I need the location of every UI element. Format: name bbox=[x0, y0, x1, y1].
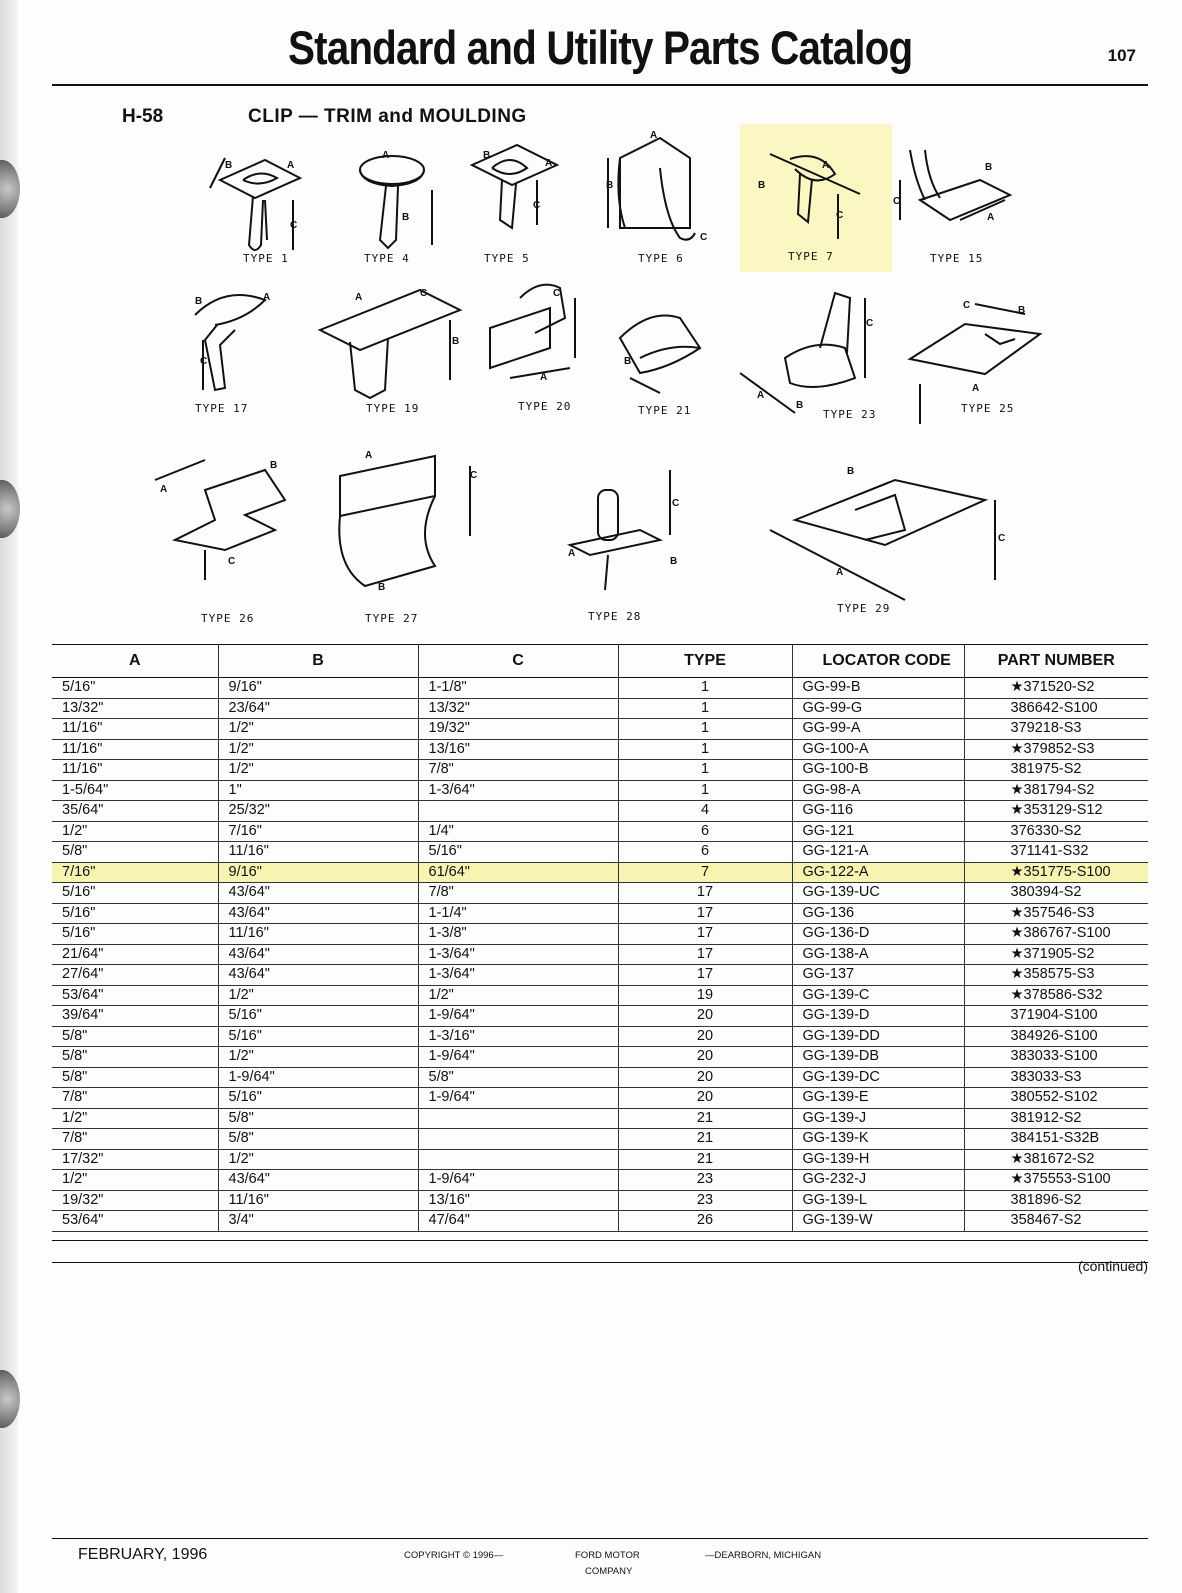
table-row bbox=[52, 1211, 1148, 1232]
dimension-letter-b: B bbox=[624, 356, 632, 367]
cell-locator-code: GG-98-A bbox=[792, 780, 964, 801]
cell-b: 43/64" bbox=[218, 1170, 418, 1191]
dimension-letter-c: C bbox=[290, 220, 298, 231]
type-4-label: TYPE 4 bbox=[364, 252, 410, 265]
cell-c bbox=[418, 1129, 618, 1150]
cell-part-number: ★371905-S2 bbox=[964, 944, 1148, 965]
type-25-label: TYPE 25 bbox=[961, 402, 1015, 415]
table-bottom-rule bbox=[52, 1240, 1148, 1241]
cell-b: 43/64" bbox=[218, 965, 418, 986]
cell-part-number: 383033-S100 bbox=[964, 1047, 1148, 1068]
dimension-letter-b: B bbox=[452, 336, 460, 347]
cell-b: 7/16" bbox=[218, 821, 418, 842]
cell-type: 17 bbox=[618, 903, 792, 924]
cell-c: 13/16" bbox=[418, 739, 618, 760]
table-row bbox=[52, 965, 1148, 986]
type-1-label: TYPE 1 bbox=[243, 252, 289, 265]
cell-a: 1/2" bbox=[52, 1170, 218, 1191]
cell-part-number: 380552-S102 bbox=[964, 1088, 1148, 1109]
cell-locator-code: GG-122-A bbox=[792, 862, 964, 883]
type-20-label: TYPE 20 bbox=[518, 400, 572, 413]
dimension-letter-a: A bbox=[160, 484, 168, 495]
dimension-letter-c: C bbox=[700, 232, 708, 243]
cell-locator-code: GG-139-H bbox=[792, 1149, 964, 1170]
cell-c: 19/32" bbox=[418, 719, 618, 740]
dimension-letter-a: A bbox=[263, 292, 271, 303]
dimension-letter-a: A bbox=[568, 548, 576, 559]
cell-c: 5/8" bbox=[418, 1067, 618, 1088]
cell-c: 7/8" bbox=[418, 883, 618, 904]
table-row bbox=[52, 1190, 1148, 1211]
cell-type: 20 bbox=[618, 1047, 792, 1068]
parts-table bbox=[52, 644, 1148, 1232]
cell-locator-code: GG-121-A bbox=[792, 842, 964, 863]
cell-part-number: ★358575-S3 bbox=[964, 965, 1148, 986]
page-number: 107 bbox=[1107, 46, 1136, 65]
dimension-letter-c: C bbox=[228, 556, 236, 567]
cell-b: 1/2" bbox=[218, 1149, 418, 1170]
cell-part-number: 371904-S100 bbox=[964, 1006, 1148, 1027]
dimension-letter-a: A bbox=[382, 150, 390, 161]
cell-b: 5/16" bbox=[218, 1026, 418, 1047]
cell-locator-code: GG-121 bbox=[792, 821, 964, 842]
cell-a: 5/8" bbox=[52, 1067, 218, 1088]
cell-b: 43/64" bbox=[218, 903, 418, 924]
cell-part-number: ★381672-S2 bbox=[964, 1149, 1148, 1170]
cell-locator-code: GG-139-DB bbox=[792, 1047, 964, 1068]
type-21-label: TYPE 21 bbox=[638, 404, 692, 417]
section-title: CLIP — TRIM and MOULDING bbox=[248, 106, 527, 127]
type-26-label: TYPE 26 bbox=[201, 612, 255, 625]
dimension-letter-c: C bbox=[866, 318, 874, 329]
cell-a: 19/32" bbox=[52, 1190, 218, 1211]
cell-c: 1-9/64" bbox=[418, 1170, 618, 1191]
dimension-letter-b: B bbox=[483, 150, 491, 161]
table-row bbox=[52, 944, 1148, 965]
clip-type-6-illustration bbox=[600, 128, 720, 268]
cell-type: 20 bbox=[618, 1067, 792, 1088]
dimension-letter-c: C bbox=[963, 300, 971, 311]
table-row bbox=[52, 903, 1148, 924]
continued-rule bbox=[52, 1262, 1148, 1263]
table-row bbox=[52, 801, 1148, 822]
cell-b: 43/64" bbox=[218, 944, 418, 965]
cell-part-number: 384926-S100 bbox=[964, 1026, 1148, 1047]
cell-locator-code: GG-116 bbox=[792, 801, 964, 822]
clip-type-23-illustration bbox=[735, 278, 895, 426]
cell-locator-code: GG-139-L bbox=[792, 1190, 964, 1211]
table-row bbox=[52, 842, 1148, 863]
cell-a: 53/64" bbox=[52, 1211, 218, 1232]
cell-type: 17 bbox=[618, 924, 792, 945]
cell-part-number: 371141-S32 bbox=[964, 842, 1148, 863]
cell-a: 27/64" bbox=[52, 965, 218, 986]
cell-c: 1/4" bbox=[418, 821, 618, 842]
cell-locator-code: GG-99-B bbox=[792, 678, 964, 699]
cell-b: 5/16" bbox=[218, 1006, 418, 1027]
type-17-label: TYPE 17 bbox=[195, 402, 249, 415]
cell-c bbox=[418, 1108, 618, 1129]
cell-b: 5/8" bbox=[218, 1129, 418, 1150]
dimension-letter-c: C bbox=[553, 288, 561, 299]
type-23-label: TYPE 23 bbox=[823, 408, 877, 421]
table-row bbox=[52, 698, 1148, 719]
dimension-letter-b: B bbox=[758, 180, 766, 191]
cell-type: 1 bbox=[618, 678, 792, 699]
cell-type: 20 bbox=[618, 1026, 792, 1047]
cell-c: 47/64" bbox=[418, 1211, 618, 1232]
cell-locator-code: GG-139-C bbox=[792, 985, 964, 1006]
dimension-letter-a: A bbox=[365, 450, 373, 461]
cell-part-number: 383033-S3 bbox=[964, 1067, 1148, 1088]
table-row bbox=[52, 821, 1148, 842]
dimension-letter-a: A bbox=[545, 158, 553, 169]
cell-type: 1 bbox=[618, 719, 792, 740]
cell-a: 1/2" bbox=[52, 1108, 218, 1129]
page-title: Standard and Utility Parts Catalog bbox=[288, 21, 913, 74]
cell-c: 61/64" bbox=[418, 862, 618, 883]
cell-locator-code: GG-139-UC bbox=[792, 883, 964, 904]
cell-a: 1/2" bbox=[52, 821, 218, 842]
cell-part-number: ★357546-S3 bbox=[964, 903, 1148, 924]
cell-b: 1/2" bbox=[218, 985, 418, 1006]
dimension-letter-c: C bbox=[420, 288, 428, 299]
dimension-letter-a: A bbox=[540, 372, 548, 383]
dimension-letter-a: A bbox=[757, 390, 765, 401]
cell-part-number: 381975-S2 bbox=[964, 760, 1148, 781]
cell-a: 21/64" bbox=[52, 944, 218, 965]
cell-b: 25/32" bbox=[218, 801, 418, 822]
dimension-letter-a: A bbox=[987, 212, 995, 223]
cell-a: 5/16" bbox=[52, 883, 218, 904]
cell-locator-code: GG-139-DD bbox=[792, 1026, 964, 1047]
cell-locator-code: GG-136 bbox=[792, 903, 964, 924]
cell-type: 7 bbox=[618, 862, 792, 883]
cell-a: 7/8" bbox=[52, 1129, 218, 1150]
table-row bbox=[52, 1026, 1148, 1047]
cell-locator-code: GG-100-A bbox=[792, 739, 964, 760]
type-28-label: TYPE 28 bbox=[588, 610, 642, 623]
cell-b: 1/2" bbox=[218, 739, 418, 760]
cell-b: 1/2" bbox=[218, 760, 418, 781]
cell-c: 1-3/64" bbox=[418, 944, 618, 965]
footer-location: —DEARBORN, MICHIGAN bbox=[705, 1550, 822, 1561]
cell-c: 1-9/64" bbox=[418, 1088, 618, 1109]
cell-part-number: 380394-S2 bbox=[964, 883, 1148, 904]
footer-date: FEBRUARY, 1996 bbox=[78, 1546, 208, 1563]
cell-a: 7/8" bbox=[52, 1088, 218, 1109]
cell-type: 21 bbox=[618, 1129, 792, 1150]
cell-b: 9/16" bbox=[218, 862, 418, 883]
dimension-letter-b: B bbox=[402, 212, 410, 223]
cell-locator-code: GG-139-E bbox=[792, 1088, 964, 1109]
cell-a: 11/16" bbox=[52, 719, 218, 740]
cell-a: 11/16" bbox=[52, 760, 218, 781]
dimension-letter-b: B bbox=[225, 160, 233, 171]
cell-part-number: ★378586-S32 bbox=[964, 985, 1148, 1006]
cell-a: 53/64" bbox=[52, 985, 218, 1006]
binder-edge bbox=[0, 0, 18, 1593]
footer-company-line-2: COMPANY bbox=[585, 1566, 633, 1577]
cell-type: 21 bbox=[618, 1108, 792, 1129]
table-row bbox=[52, 924, 1148, 945]
cell-b: 3/4" bbox=[218, 1211, 418, 1232]
column-header-a: A bbox=[52, 645, 218, 678]
type-27-label: TYPE 27 bbox=[365, 612, 419, 625]
dimension-letter-c: C bbox=[533, 200, 541, 211]
cell-locator-code: GG-139-W bbox=[792, 1211, 964, 1232]
cell-part-number: ★386767-S100 bbox=[964, 924, 1148, 945]
type-5-label: TYPE 5 bbox=[484, 252, 530, 265]
table-row bbox=[52, 739, 1148, 760]
cell-type: 20 bbox=[618, 1006, 792, 1027]
cell-a: 7/16" bbox=[52, 862, 218, 883]
clip-type-27-illustration bbox=[325, 436, 495, 630]
cell-b: 1-9/64" bbox=[218, 1067, 418, 1088]
cell-type: 17 bbox=[618, 944, 792, 965]
cell-b: 1/2" bbox=[218, 719, 418, 740]
cell-part-number: 381896-S2 bbox=[964, 1190, 1148, 1211]
dimension-letter-a: A bbox=[836, 567, 844, 578]
cell-b: 1/2" bbox=[218, 1047, 418, 1068]
table-row bbox=[52, 1129, 1148, 1150]
clip-type-15-illustration bbox=[890, 140, 1020, 270]
cell-locator-code: GG-139-DC bbox=[792, 1067, 964, 1088]
dimension-letter-a: A bbox=[650, 130, 658, 141]
dimension-letter-b: B bbox=[670, 556, 678, 567]
cell-type: 1 bbox=[618, 780, 792, 801]
cell-a: 5/16" bbox=[52, 924, 218, 945]
cell-b: 5/8" bbox=[218, 1108, 418, 1129]
cell-c bbox=[418, 801, 618, 822]
dimension-letter-c: C bbox=[200, 356, 208, 367]
cell-type: 4 bbox=[618, 801, 792, 822]
dimension-letter-b: B bbox=[378, 582, 386, 593]
column-header-type: TYPE bbox=[618, 645, 792, 678]
cell-a: 39/64" bbox=[52, 1006, 218, 1027]
cell-c: 1-1/4" bbox=[418, 903, 618, 924]
cell-locator-code: GG-139-D bbox=[792, 1006, 964, 1027]
cell-c: 1-1/8" bbox=[418, 678, 618, 699]
cell-type: 20 bbox=[618, 1088, 792, 1109]
cell-part-number: ★375553-S100 bbox=[964, 1170, 1148, 1191]
cell-locator-code: GG-139-J bbox=[792, 1108, 964, 1129]
dimension-letter-b: B bbox=[796, 400, 804, 411]
cell-c: 13/32" bbox=[418, 698, 618, 719]
cell-b: 9/16" bbox=[218, 678, 418, 699]
table-row bbox=[52, 1047, 1148, 1068]
table-row bbox=[52, 1149, 1148, 1170]
cell-type: 19 bbox=[618, 985, 792, 1006]
cell-a: 35/64" bbox=[52, 801, 218, 822]
dimension-letter-a: A bbox=[822, 160, 830, 171]
clip-type-28-illustration bbox=[530, 460, 710, 630]
clip-type-26-illustration bbox=[135, 440, 315, 630]
cell-a: 5/8" bbox=[52, 1047, 218, 1068]
cell-c: 13/16" bbox=[418, 1190, 618, 1211]
cell-type: 1 bbox=[618, 698, 792, 719]
clip-type-7-illustration bbox=[750, 134, 880, 264]
cell-b: 11/16" bbox=[218, 924, 418, 945]
cell-a: 5/16" bbox=[52, 678, 218, 699]
footer-copyright: COPYRIGHT © 1996— bbox=[404, 1550, 504, 1561]
table-row bbox=[52, 1006, 1148, 1027]
cell-a: 13/32" bbox=[52, 698, 218, 719]
dimension-letter-a: A bbox=[287, 160, 295, 171]
table-row bbox=[52, 1067, 1148, 1088]
continued-note: (continued) bbox=[1077, 1258, 1148, 1274]
cell-b: 5/16" bbox=[218, 1088, 418, 1109]
cell-type: 17 bbox=[618, 883, 792, 904]
cell-locator-code: GG-232-J bbox=[792, 1170, 964, 1191]
dimension-letter-c: C bbox=[836, 210, 844, 221]
cell-part-number: 381912-S2 bbox=[964, 1108, 1148, 1129]
cell-type: 26 bbox=[618, 1211, 792, 1232]
cell-c: 1-9/64" bbox=[418, 1047, 618, 1068]
cell-locator-code: GG-139-K bbox=[792, 1129, 964, 1150]
cell-a: 5/16" bbox=[52, 903, 218, 924]
type-6-label: TYPE 6 bbox=[638, 252, 684, 265]
cell-type: 1 bbox=[618, 760, 792, 781]
cell-part-number: 386642-S100 bbox=[964, 698, 1148, 719]
table-row bbox=[52, 678, 1148, 699]
table-row bbox=[52, 862, 1148, 883]
cell-c: 1/2" bbox=[418, 985, 618, 1006]
dimension-letter-b: B bbox=[195, 296, 203, 307]
table-row bbox=[52, 760, 1148, 781]
cell-part-number: 358467-S2 bbox=[964, 1211, 1148, 1232]
clip-type-4-illustration bbox=[352, 140, 452, 270]
dimension-letter-b: B bbox=[1018, 305, 1026, 316]
dimension-letter-c: C bbox=[893, 196, 901, 207]
column-header-c: C bbox=[418, 645, 618, 678]
cell-type: 1 bbox=[618, 739, 792, 760]
clip-type-19-illustration bbox=[310, 280, 470, 420]
cell-c: 1-3/64" bbox=[418, 780, 618, 801]
cell-part-number: ★351775-S100 bbox=[964, 862, 1148, 883]
dimension-letter-b: B bbox=[606, 180, 614, 191]
cell-c bbox=[418, 1149, 618, 1170]
cell-part-number: ★371520-S2 bbox=[964, 678, 1148, 699]
dimension-letter-c: C bbox=[672, 498, 680, 509]
type-7-label: TYPE 7 bbox=[788, 250, 834, 263]
table-row bbox=[52, 1170, 1148, 1191]
cell-a: 1-5/64" bbox=[52, 780, 218, 801]
footer-company-line-1: FORD MOTOR bbox=[575, 1550, 640, 1561]
section-code: H-58 bbox=[122, 106, 164, 127]
cell-c: 1-3/16" bbox=[418, 1026, 618, 1047]
cell-c: 1-9/64" bbox=[418, 1006, 618, 1027]
dimension-letter-b: B bbox=[985, 162, 993, 173]
column-header-locator-code: LOCATOR CODE bbox=[792, 645, 964, 678]
column-header-b: B bbox=[218, 645, 418, 678]
type-19-label: TYPE 19 bbox=[366, 402, 420, 415]
header-rule bbox=[52, 84, 1148, 86]
clip-type-20-illustration bbox=[480, 278, 590, 418]
cell-type: 6 bbox=[618, 821, 792, 842]
cell-part-number: 384151-S32B bbox=[964, 1129, 1148, 1150]
cell-c: 7/8" bbox=[418, 760, 618, 781]
parts-table-header bbox=[52, 645, 1148, 678]
cell-a: 5/8" bbox=[52, 842, 218, 863]
table-row bbox=[52, 1088, 1148, 1109]
cell-locator-code: GG-136-D bbox=[792, 924, 964, 945]
cell-a: 11/16" bbox=[52, 739, 218, 760]
footer-rule bbox=[52, 1538, 1148, 1539]
dimension-letter-a: A bbox=[355, 292, 363, 303]
cell-c: 5/16" bbox=[418, 842, 618, 863]
cell-b: 11/16" bbox=[218, 1190, 418, 1211]
type-15-label: TYPE 15 bbox=[930, 252, 984, 265]
cell-b: 23/64" bbox=[218, 698, 418, 719]
cell-type: 23 bbox=[618, 1170, 792, 1191]
cell-locator-code: GG-138-A bbox=[792, 944, 964, 965]
cell-locator-code: GG-137 bbox=[792, 965, 964, 986]
cell-type: 21 bbox=[618, 1149, 792, 1170]
cell-c: 1-3/8" bbox=[418, 924, 618, 945]
clip-type-5-illustration bbox=[462, 140, 572, 270]
table-row bbox=[52, 719, 1148, 740]
cell-type: 17 bbox=[618, 965, 792, 986]
table-row bbox=[52, 985, 1148, 1006]
table-row bbox=[52, 883, 1148, 904]
cell-a: 5/8" bbox=[52, 1026, 218, 1047]
column-header-part-number: PART NUMBER bbox=[964, 645, 1148, 678]
dimension-letter-b: B bbox=[270, 460, 278, 471]
type-29-label: TYPE 29 bbox=[837, 602, 891, 615]
cell-b: 11/16" bbox=[218, 842, 418, 863]
cell-b: 43/64" bbox=[218, 883, 418, 904]
dimension-letter-b: B bbox=[847, 466, 855, 477]
cell-type: 23 bbox=[618, 1190, 792, 1211]
cell-part-number: ★381794-S2 bbox=[964, 780, 1148, 801]
cell-locator-code: GG-99-G bbox=[792, 698, 964, 719]
table-row bbox=[52, 1108, 1148, 1129]
clip-type-29-illustration bbox=[765, 460, 1025, 630]
dimension-letter-c: C bbox=[998, 533, 1006, 544]
cell-part-number: ★353129-S12 bbox=[964, 801, 1148, 822]
cell-c: 1-3/64" bbox=[418, 965, 618, 986]
cell-part-number: 379218-S3 bbox=[964, 719, 1148, 740]
cell-locator-code: GG-99-A bbox=[792, 719, 964, 740]
cell-b: 1" bbox=[218, 780, 418, 801]
cell-type: 6 bbox=[618, 842, 792, 863]
cell-locator-code: GG-100-B bbox=[792, 760, 964, 781]
dimension-letter-a: A bbox=[972, 383, 980, 394]
cell-part-number: ★379852-S3 bbox=[964, 739, 1148, 760]
dimension-letter-c: C bbox=[470, 470, 478, 481]
cell-a: 17/32" bbox=[52, 1149, 218, 1170]
cell-part-number: 376330-S2 bbox=[964, 821, 1148, 842]
table-row bbox=[52, 780, 1148, 801]
